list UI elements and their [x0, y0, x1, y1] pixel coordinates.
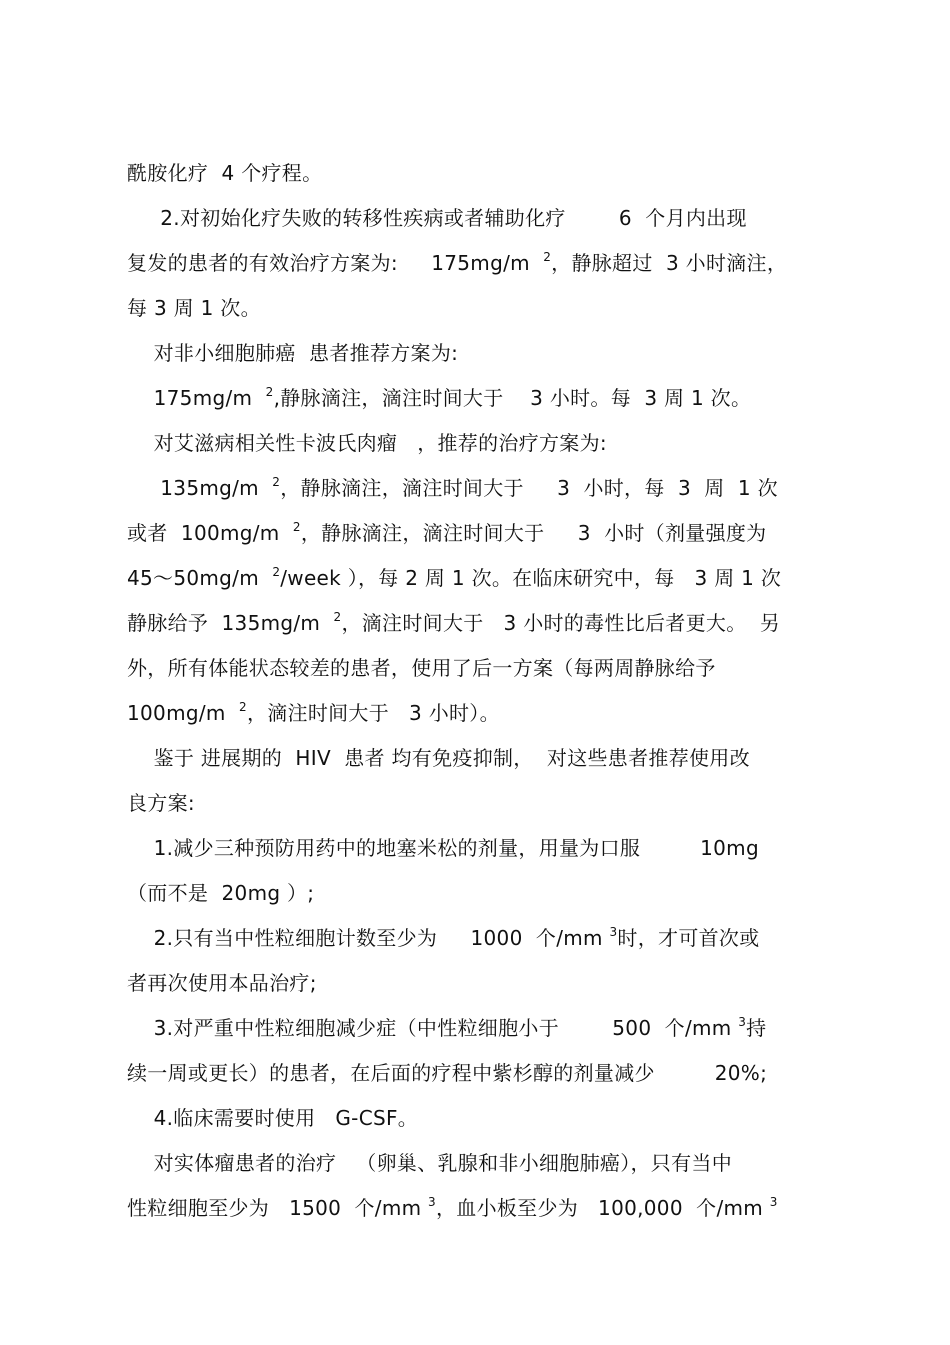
superscript: 3 — [738, 1015, 747, 1029]
text-line: 酰胺化疗 4 个疗程。 — [127, 161, 323, 185]
text-line: 2.对初始化疗失败的转移性疾病或者辅助化疗 6 个月内出现 — [127, 206, 747, 230]
text-line: （而不是 20mg ）; — [127, 881, 315, 905]
text-line: 静脉给予 135mg/m $^2$，滴注时间大于 3 小时的毒性比后者更大。 另 — [127, 610, 781, 635]
text-line: 外，所有体能状态较差的患者，使用了后一方案（每两周静脉给予 — [127, 656, 716, 680]
text-line: 3.对严重中性粒细胞减少症（中性粒细胞小于 500 个/mm $^3$持 — [127, 1015, 767, 1040]
superscript: 2 — [272, 475, 281, 489]
superscript: 3 — [609, 925, 618, 939]
text-line: 者再次使用本品治疗; — [127, 971, 317, 995]
text-line: 或者 100mg/m $^2$，静脉滴注，滴注时间大于 3 小时（剂量强度为 — [127, 520, 767, 545]
text-line: 良方案: — [127, 791, 195, 815]
text-line: 45～50mg/m $^2$/week ），每 2 周 1 次。在临床研究中，每 3 周 1 次 — [127, 565, 782, 590]
superscript: 2 — [239, 700, 247, 714]
superscript: 3 — [769, 1195, 778, 1209]
text-line: 对实体瘤患者的治疗 （卵巢、乳腺和非小细胞肺癌），只有当中 — [127, 1151, 733, 1175]
superscript: 2 — [333, 610, 342, 624]
superscript: 2 — [272, 565, 281, 579]
text-line: 续一周或更长）的患者，在后面的疗程中紫杉醇的剂量减少 20%; — [127, 1061, 768, 1085]
text-line: 135mg/m $^2$，静脉滴注，滴注时间大于 3 小时，每 3 周 1 次 — [127, 475, 778, 500]
text-line: 100mg/m $^2$，滴注时间大于 3 小时）。 — [127, 700, 500, 725]
text-line: 对艾滋病相关性卡波氏肉瘤 ，推荐的治疗方案为: — [127, 431, 607, 455]
text-line: 175mg/m $^2$,静脉滴注，滴注时间大于 3 小时。每 3 周 1 次。 — [127, 385, 752, 410]
text-line: 每 3 周 1 次。 — [127, 296, 261, 320]
text-line: 2.只有当中性粒细胞计数至少为 1000 个/mm $^3$时，才可首次或 — [127, 925, 760, 950]
text-line: 鉴于 进展期的 HIV 患者 均有免疫抑制， 对这些患者推荐使用改 — [127, 746, 750, 770]
text-line: 性粒细胞至少为 1500 个/mm $^3$，血小板至少为 100,000 个/mm $^3$ — [127, 1195, 778, 1220]
text-line: 4.临床需要时使用 G-CSF。 — [127, 1106, 419, 1130]
superscript: 2 — [543, 250, 552, 264]
superscript: 2 — [265, 385, 274, 399]
text-line: 对非小细胞肺癌 患者推荐方案为: — [127, 341, 459, 365]
text-line: 1.减少三种预防用药中的地塞米松的剂量，用量为口服 10mg — [127, 836, 759, 860]
text-line: 复发的患者的有效治疗方案为: 175mg/m $^2$，静脉超过 3 小时滴注， — [127, 250, 788, 275]
superscript: 2 — [292, 520, 301, 534]
superscript: 3 — [428, 1195, 436, 1209]
